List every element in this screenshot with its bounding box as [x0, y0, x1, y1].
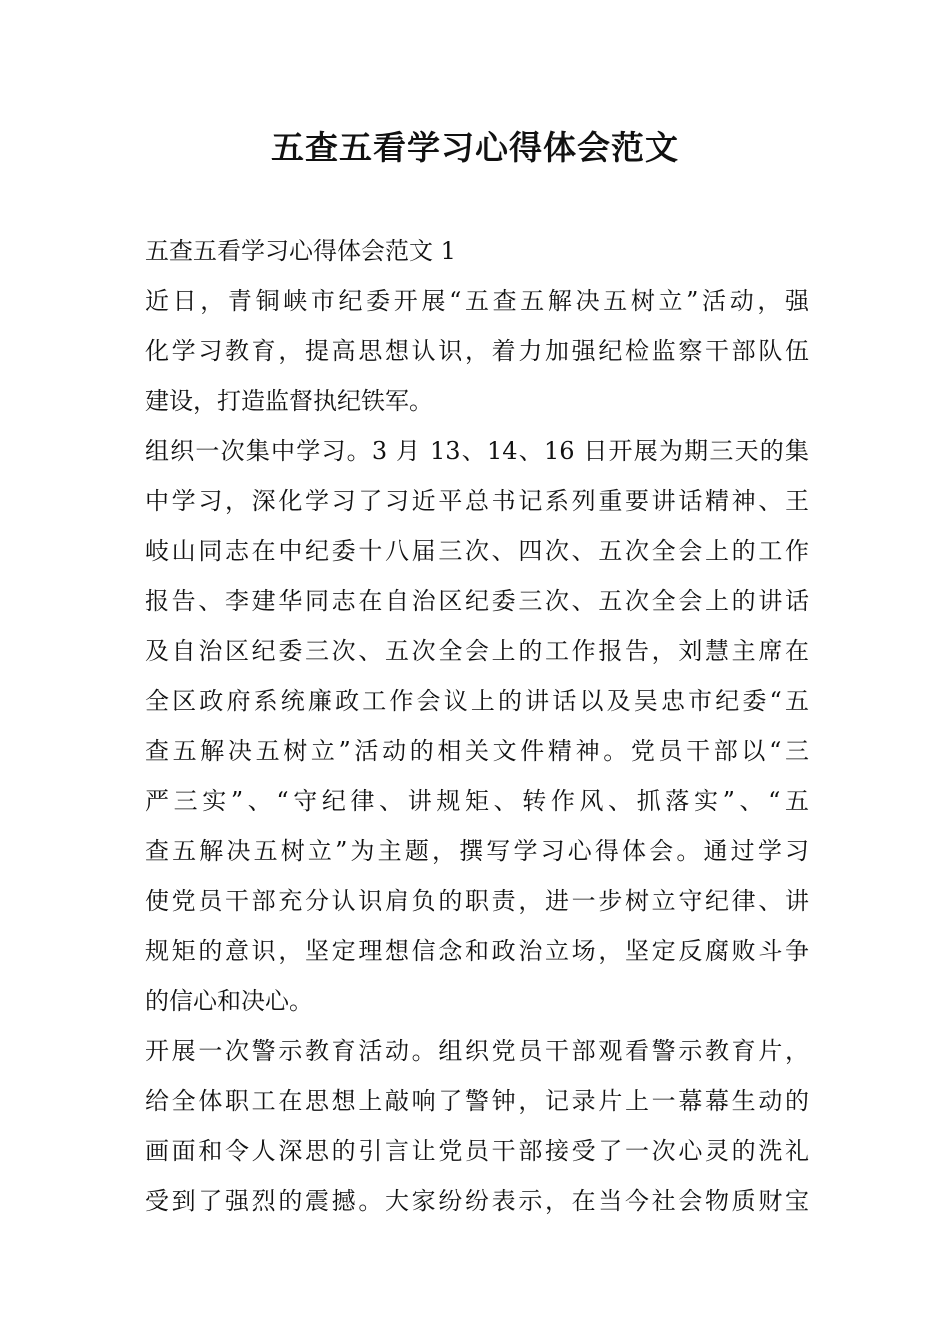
section-subheading: 五查五看学习心得体会范文 1 — [145, 237, 456, 265]
paragraph-line: 查五解决五树立”活动的相关文件精神。党员干部以“三 — [145, 737, 809, 765]
document-title: 五查五看学习心得体会范文 — [271, 128, 679, 167]
paragraph-line: 报告、李建华同志在自治区纪委三次、五次全会上的讲话 — [145, 587, 809, 615]
paragraph-line: 使党员干部充分认识肩负的职责，进一步树立守纪律、讲 — [145, 887, 809, 915]
paragraph-line: 全区政府系统廉政工作会议上的讲话以及吴忠市纪委“五 — [145, 687, 809, 715]
paragraph-line: 受到了强烈的震撼。大家纷纷表示，在当今社会物质财宝 — [145, 1187, 809, 1215]
paragraph-line: 近日，青铜峡市纪委开展“五查五解决五树立”活动，强 — [145, 287, 809, 315]
paragraph-line: 组织一次集中学习。3 月 13、14、16 日开展为期三天的集 — [145, 437, 809, 465]
paragraph-1 — [145, 276, 809, 426]
paragraph-line: 中学习，深化学习了习近平总书记系列重要讲话精神、王 — [145, 487, 809, 515]
paragraph-line: 规矩的意识，坚定理想信念和政治立场，坚定反腐败斗争 — [145, 937, 809, 965]
paragraph-line: 给全体职工在思想上敲响了警钟，记录片上一幕幕生动的 — [145, 1087, 809, 1115]
paragraph-3 — [145, 1026, 809, 1226]
paragraph-line: 开展一次警示教育活动。组织党员干部观看警示教育片， — [145, 1037, 809, 1065]
paragraph-line: 化学习教育，提高思想认识，着力加强纪检监察干部队伍 — [145, 337, 809, 365]
paragraph-line: 建设，打造监督执纪铁军。 — [145, 387, 433, 415]
paragraph-line: 查五解决五树立”为主题，撰写学习心得体会。通过学习 — [145, 837, 809, 865]
paragraph-line: 岐山同志在中纪委十八届三次、四次、五次全会上的工作 — [145, 537, 809, 565]
paragraph-line: 及自治区纪委三次、五次全会上的工作报告，刘慧主席在 — [145, 637, 809, 665]
paragraph-2 — [145, 426, 809, 1026]
paragraph-line: 的信心和决心。 — [145, 987, 313, 1015]
paragraph-line: 画面和令人深思的引言让党员干部接受了一次心灵的洗礼 — [145, 1137, 809, 1165]
document-body — [145, 226, 809, 1226]
paragraph-line: 严三实”、“守纪律、讲规矩、转作风、抓落实”、“五 — [145, 787, 809, 815]
